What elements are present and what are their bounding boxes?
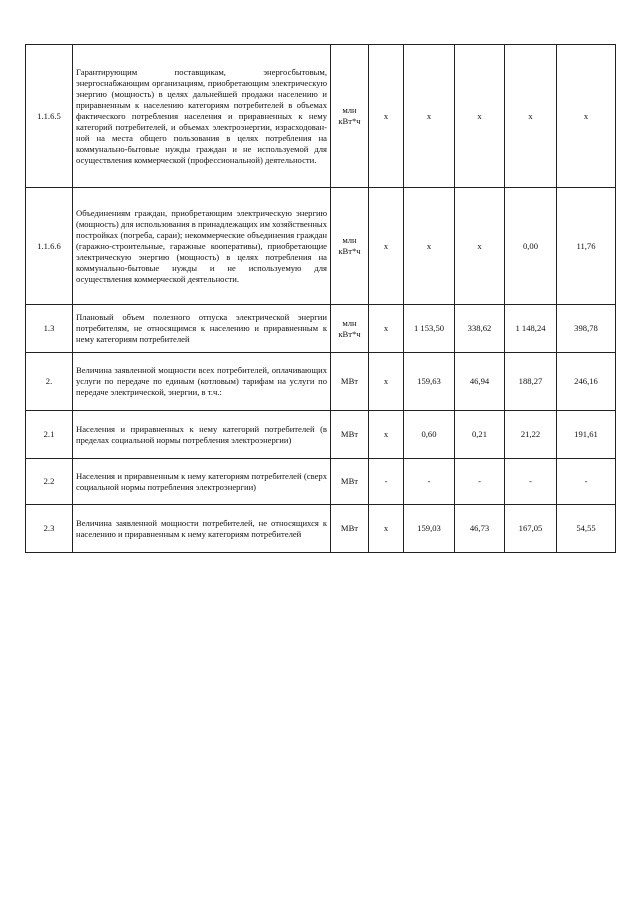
value-cell: 21,22: [505, 411, 557, 459]
value-cell: x: [455, 45, 505, 188]
table-row: [26, 353, 616, 411]
value-cell: x: [369, 353, 404, 411]
row-number: 1.1.6.6: [26, 188, 73, 305]
value-cell: x: [369, 411, 404, 459]
value-cell: -: [404, 459, 455, 505]
value-cell: 54,55: [557, 505, 616, 553]
row-unit: МВт: [331, 505, 369, 553]
row-unit: млн кВт*ч: [331, 305, 369, 353]
value-cell: 1 148,24: [505, 305, 557, 353]
value-cell: 188,27: [505, 353, 557, 411]
value-cell: 11,76: [557, 188, 616, 305]
value-cell: 159,63: [404, 353, 455, 411]
value-cell: x: [369, 305, 404, 353]
value-cell: x: [404, 45, 455, 188]
table-row: [26, 305, 616, 353]
row-description: Величина заявленной мощности потребителей, не относящихся к населению и приравненным к нему категориям потребителей: [73, 505, 331, 553]
value-cell: 0,00: [505, 188, 557, 305]
table-row: [26, 459, 616, 505]
row-unit: МВт: [331, 353, 369, 411]
value-cell: -: [369, 459, 404, 505]
value-cell: x: [404, 188, 455, 305]
row-number: 2.: [26, 353, 73, 411]
tariff-table: [25, 44, 616, 553]
row-unit: млн кВт*ч: [331, 45, 369, 188]
row-description: Населения и приравненных к нему категорий потребителей (в пределах социальной нормы потребления электроэнергии): [73, 411, 331, 459]
value-cell: x: [369, 188, 404, 305]
value-cell: 191,61: [557, 411, 616, 459]
value-cell: 1 153,50: [404, 305, 455, 353]
value-cell: x: [369, 505, 404, 553]
table-row: [26, 188, 616, 305]
value-cell: 46,73: [455, 505, 505, 553]
value-cell: x: [557, 45, 616, 188]
row-description: Объединениям граждан, приобретающим электрическую энергию (мощность) для использования в принадлежащих им хозяйственных постройках (погреба, сараи); некоммерческие объединения граждан (гаражно-строительные, гаражные кооперативы), приобретающие электрическую энергию (мощность) в целях потребления на коммунально-бытовые нужды и не используемую для осуществления коммерческой деятельности.: [73, 188, 331, 305]
row-description: Населения и приравненным к нему категориям потребителей (сверх социальной нормы потребления электроэнергии): [73, 459, 331, 505]
value-cell: 338,62: [455, 305, 505, 353]
row-unit: МВт: [331, 459, 369, 505]
row-number: 2.3: [26, 505, 73, 553]
row-description: Плановый объем полезного отпуска электрической энергии потребителям, не относящимся к населению и приравненным к нему категориям потребителей: [73, 305, 331, 353]
value-cell: 159,03: [404, 505, 455, 553]
row-number: 2.2: [26, 459, 73, 505]
value-cell: x: [369, 45, 404, 188]
row-number: 2.1: [26, 411, 73, 459]
row-description: Величина заявленной мощности всех потребителей, оплачивающих услуги по передаче по единым (котловым) тарифам на услуги по передаче электрической, энергии, в т.ч.:: [73, 353, 331, 411]
table-row: [26, 45, 616, 188]
row-unit: млн кВт*ч: [331, 188, 369, 305]
value-cell: -: [455, 459, 505, 505]
row-number: 1.1.6.5: [26, 45, 73, 188]
value-cell: 0,60: [404, 411, 455, 459]
value-cell: 46,94: [455, 353, 505, 411]
value-cell: x: [505, 45, 557, 188]
value-cell: -: [557, 459, 616, 505]
value-cell: 0,21: [455, 411, 505, 459]
table-row: [26, 411, 616, 459]
value-cell: 246,16: [557, 353, 616, 411]
value-cell: 398,78: [557, 305, 616, 353]
row-description: Гарантирующим поставщикам, энергосбытовым, энергоснабжающим организациям, приобретающим электрическую энергию (мощность) в целях дальнейшей продажи населению и приравненным к населению категориям потребителей в объемах фактического потребления населения и приравненных к нему категорий потребителей, и объемах электроэнергии, израсходован-ной на места общего пользования в целях потребления на коммунально-бытовые нужды граждан и не используемой для осуществления коммерческой (профессиональной) деятельности.: [73, 45, 331, 188]
row-unit: МВт: [331, 411, 369, 459]
row-number: 1.3: [26, 305, 73, 353]
value-cell: -: [505, 459, 557, 505]
table-row: [26, 505, 616, 553]
value-cell: 167,05: [505, 505, 557, 553]
value-cell: x: [455, 188, 505, 305]
